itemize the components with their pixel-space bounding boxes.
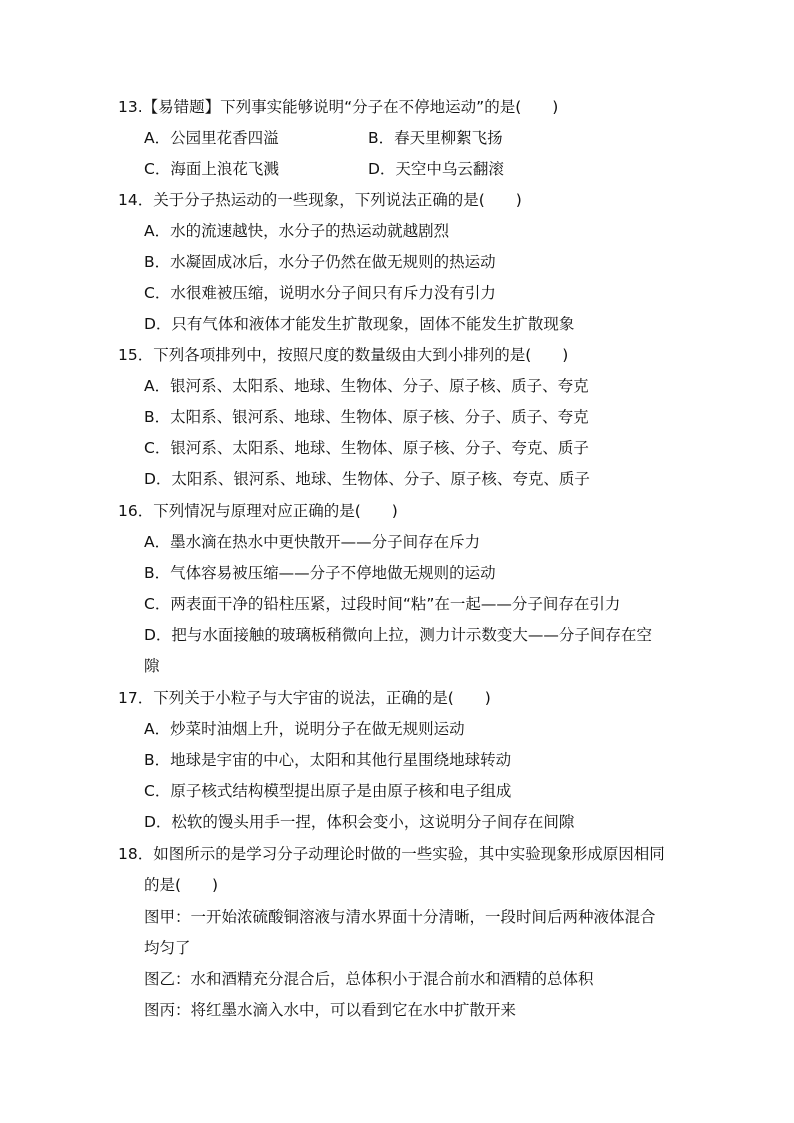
question-17-stem: 17．下列关于小粒子与大宇宙的说法，正确的是( ) <box>118 689 491 707</box>
question-18-figure-jia: 图甲：一开始浓硫酸铜溶液与清水界面十分清晰，一段时间后两种液体混合 <box>144 908 656 926</box>
question-15-option-a: A．银河系、太阳系、地球、生物体、分子、原子核、质子、夸克 <box>144 377 589 395</box>
question-16-stem: 16．下列情况与原理对应正确的是( ) <box>118 502 398 520</box>
question-16-option-c: C．两表面干净的铅柱压紧，过段时间“粘”在一起——分子间存在引力 <box>144 595 621 613</box>
question-15-option-d: D．太阳系、银河系、地球、生物体、分子、原子核、夸克、质子 <box>144 470 590 488</box>
question-14-option-b: B．水凝固成冰后，水分子仍然在做无规则的热运动 <box>144 253 496 271</box>
question-17-option-b: B．地球是宇宙的中心，太阳和其他行星围绕地球转动 <box>144 751 512 769</box>
question-16-option-d-continuation: 隙 <box>144 657 160 675</box>
question-17-option-a: A．炒菜时油烟上升，说明分子在做无规则运动 <box>144 720 465 738</box>
question-13-stem: 13.【易错题】下列事实能够说明“分子在不停地运动”的是( ) <box>118 98 559 116</box>
question-16-option-d: D．把与水面接触的玻璃板稍微向上拉，测力计示数变大——分子间存在空 <box>144 626 652 644</box>
question-13-option-b: B．春天里柳絮飞扬 <box>368 129 503 147</box>
question-17-option-d: D．松软的馒头用手一捏，体积会变小，这说明分子间存在间隙 <box>144 813 575 831</box>
question-14-option-a: A．水的流速越快，水分子的热运动就越剧烈 <box>144 222 450 240</box>
question-15-option-b: B．太阳系、银河系、地球、生物体、原子核、分子、质子、夸克 <box>144 408 589 426</box>
question-17-option-c: C．原子核式结构模型提出原子是由原子核和电子组成 <box>144 782 512 800</box>
question-18-stem: 18．如图所示的是学习分子动理论时做的一些实验，其中实验现象形成原因相同 <box>118 845 665 863</box>
question-14-option-d: D．只有气体和液体才能发生扩散现象，固体不能发生扩散现象 <box>144 315 575 333</box>
question-18-figure-yi: 图乙：水和酒精充分混合后，总体积小于混合前水和酒精的总体积 <box>144 970 594 988</box>
question-14-stem: 14．关于分子热运动的一些现象，下列说法正确的是( ) <box>118 191 522 209</box>
question-13-option-d: D．天空中乌云翻滚 <box>368 160 504 178</box>
question-18-figure-jia-continuation: 均匀了 <box>144 939 191 957</box>
question-18-stem-continuation: 的是( ) <box>144 876 219 894</box>
question-15-option-c: C．银河系、太阳系、地球、生物体、原子核、分子、夸克、质子 <box>144 439 589 457</box>
question-16-option-a: A．墨水滴在热水中更快散开——分子间存在斥力 <box>144 533 481 551</box>
question-14-option-c: C．水很难被压缩，说明水分子间只有斥力没有引力 <box>144 284 496 302</box>
question-15-stem: 15．下列各项排列中，按照尺度的数量级由大到小排列的是( ) <box>118 346 569 364</box>
question-13-option-c: C．海面上浪花飞溅 <box>144 160 279 178</box>
question-13-option-a: A．公园里花香四溢 <box>144 129 279 147</box>
question-16-option-b: B．气体容易被压缩——分子不停地做无规则的运动 <box>144 564 496 582</box>
question-18-figure-bing: 图丙：将红墨水滴入水中，可以看到它在水中扩散开来 <box>144 1001 517 1019</box>
